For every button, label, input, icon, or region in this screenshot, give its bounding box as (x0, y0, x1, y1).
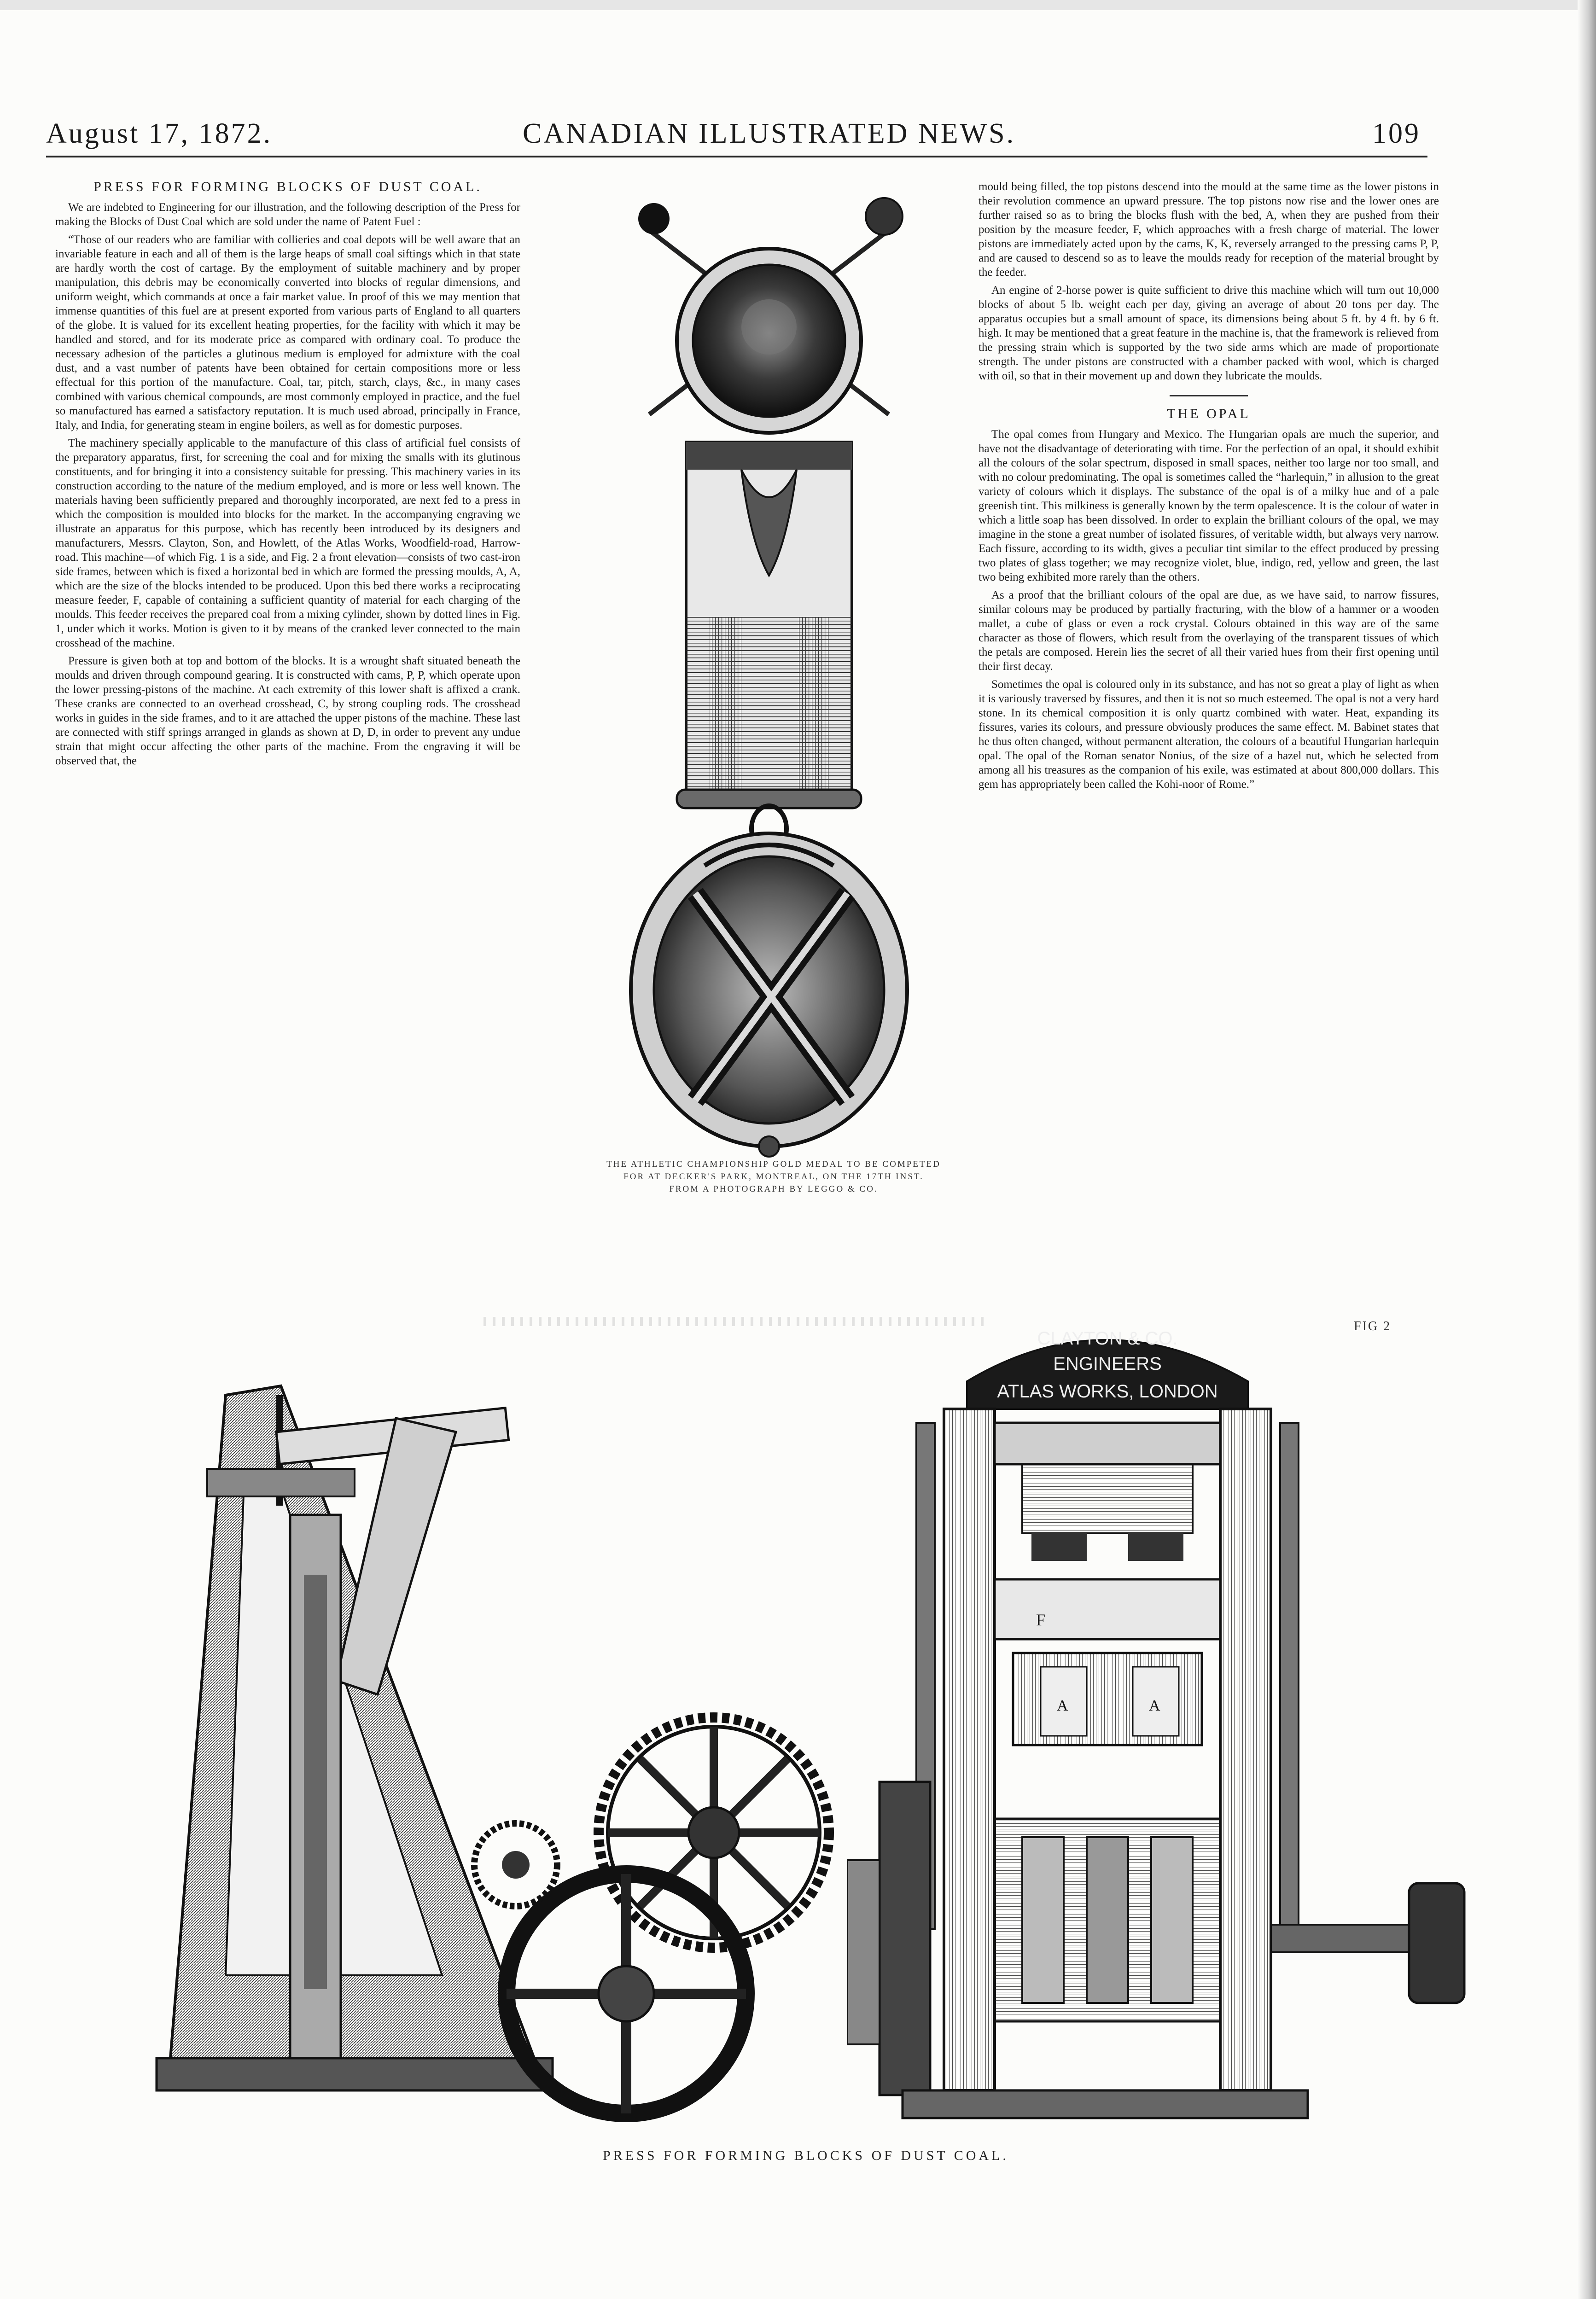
side-elevation-engraving (138, 1317, 838, 2123)
press-paragraph: We are indebted to Engineering for our illustration, and the following description of the Press for making the Blocks of Dust Coal which are sold under the name of Patent Fuel : (55, 201, 520, 228)
page-number: 109 (1372, 118, 1421, 149)
figure-2-label: FIG 2 (1354, 1319, 1392, 1333)
masthead (46, 117, 1427, 154)
crown-ornament-icon (866, 198, 903, 235)
press-front-elevation-figure (847, 1285, 1483, 2123)
front-elevation-engraving (847, 1285, 1483, 2123)
label-letter-f: F (1036, 1611, 1046, 1629)
scan-top-edge (0, 0, 1596, 10)
medal-caption-line: THE ATHLETIC CHAMPIONSHIP GOLD MEDAL TO BE COMPETED (606, 1159, 941, 1169)
press-article-heading: PRESS FOR FORMING BLOCKS OF DUST COAL. (93, 179, 482, 194)
issue-date: August 17, 1872. (46, 118, 273, 149)
medal-engraving (589, 175, 949, 1160)
opal-article-heading: THE OPAL (1167, 406, 1251, 421)
scan-right-edge (1578, 0, 1596, 2299)
label-letter-a: A (1057, 1697, 1068, 1714)
masthead-rule (46, 156, 1427, 157)
article-separator (1170, 395, 1248, 396)
press-side-elevation-figure (138, 1317, 838, 2123)
medal-caption-line: FOR AT DECKER'S PARK, MONTREAL, ON THE 17TH INST. (623, 1172, 924, 1182)
opal-paragraph: The opal comes from Hungary and Mexico. The Hungarian opals are much the superior, and have not the disadvantage of deteriorating with time. For the perfection of an opal, it should exhibit all the colours of the solar spectrum, disposed in small spaces, neither too large nor too small, and with no colour predominating. The opal is sometimes called the “harlequin,” in allusion to the great variety of colours which it displays. The substance of the opal is of a milky hue and of a pale greenish tint. This milkiness is generally known by the term opalescence. It is the colour of water in which a little soap has been dissolved. In order to explain the brilliant colours of the opal, we may imagine in the stone a great number of isolated fissures, of veritable width, but always very narrow. Each fissure, according to its width, gives a peculiar tint similar to the effect produced by pressing two plates of glass together; we may recognize violet, blue, indigo, red, yellow and green, the last two being exhibited more rarely than the others. (979, 428, 1439, 583)
right-column (979, 180, 1439, 795)
nameplate-text-line: CLAYTON & CO. (1037, 1328, 1178, 1349)
nameplate-text-line: ENGINEERS (1053, 1354, 1162, 1374)
medal-illustration (589, 175, 949, 1160)
press-paragraph: Pressure is given both at top and bottom of the blocks. It is a wrought shaft situated beneath the moulds and driven through compound gearing. It is constructed with cams, P, P, which operate upon the lower pressing-pistons of the machine. At each extremity of this lower shaft is affixed a crank. These cranks are connected to an overhead crosshead, C, by strong coupling rods. The crosshead works in guides in the side frames, and to it are attached the upper pistons of the machine. These last are connected with stiff springs arranged in glands as shown at D, D, in order to prevent any undue strain that might occur affecting the other parts of the machine. From the engraving it will be observed that, the (55, 655, 520, 767)
ball-ornament-icon (638, 203, 670, 234)
opal-paragraph: Sometimes the opal is coloured only in its substance, and has not so great a play of light as when it is variously traversed by fissures, and then it is not so much esteemed. The opal is not a very hard stone. In its chemical composition it is only quartz combined with water. Heat, expanding its fissures, varies its colours, and pressure obviously produces the same effect. M. Babinet states that he thus often changed, without permanent alteration, the colours of a beautiful Hungarian harlequin opal. The opal of the Roman senator Nonius, of the size of a hazel nut, which he selected from among all his treasures as the companion of his exile, was estimated at about 800,000 dollars. This gem has appropriately been called the Kohi-noor of Rome.” (979, 678, 1439, 791)
press-continuation-paragraph: An engine of 2-horse power is quite sufficient to drive this machine which will turn out 10,000 blocks of about 5 lb. weight each per day, giving an average of about 20 tons per day. The apparatus occupies but a small amount of space, its dimensions being about 5 ft. by 4 ft. by 6 ft. high. It may be mentioned that a great feature in the machine is, that the framework is relieved from the pressing strain which is supported by the two side arms which are made of proportionate strength. The under pistons are constructed with a chamber packed with wool, which is charged with oil, so that in their movement up and down they lubricate the moulds. (979, 284, 1439, 382)
press-continuation-paragraph: mould being filled, the top pistons descend into the mould at the same time as the lower pistons in their revolution commence an upward pressure. The top pistons now rise and the lower ones are further raised so as to bring the blocks flush with the bed, A, when they are pushed from their position by the measure feeder, F, which approaches with a fresh charge of material. The lower pistons are immediately acted upon by the cams, K, K, reversely arranged to the pressing cams P, P, and are caused to descend so as to leave the moulds ready for reception of the material brought by the feeder. (979, 180, 1439, 279)
medal-caption-line: FROM A PHOTOGRAPH BY LEGGO & CO. (669, 1184, 878, 1194)
newspaper-title: CANADIAN ILLUSTRATED NEWS. (523, 118, 1016, 149)
press-paragraph: “Those of our readers who are familiar with collieries and coal depots will be well aware that an invariable feature in each and all of them is the large heaps of small coal siftings which in that state are hardly worth the cost of cartage. By the employment of suitable machinery and by proper manipulation, this debris may be economically converted into blocks of regular dimensions, and uniform weight, which commands at once a fair market value. In proof of this we may mention that immense quantities of this fuel are at present exported from various parts of England to all quarters of the globe. It is valued for its excellent heating properties, for the facility with which it may be handled and stored, and for its moderate price as compared with ordinary coal. To produce the necessary adhesion of the particles a glutinous medium is employed for admixture with the coal dust, and a vast number of patents have been obtained for certain compositions more or less effectual for this portion of the manufacture. Coal, tar, pitch, starch, clays, &c., in many cases combined with various chemical compounds, are most commonly employed in practice, and the fuel so manufactured has earned a satisfactory reputation. It is much used abroad, principally in France, Italy, and India, for generating steam in engine boilers, as well as for domestic purposes. (55, 233, 520, 431)
nameplate-text-line: ATLAS WORKS, LONDON (997, 1381, 1218, 1402)
press-paragraph: The machinery specially applicable to the manufacture of this class of artificial fuel consists of the preparatory apparatus, first, for screening the coal and for mixing the smalls with its glutinous constituents, and for bringing it into a consistency suitable for pressing. This machinery varies in its construction according to the nature of the medium employed, and is more or less well known. The materials having been sufficiently prepared and thoroughly incorporated, are next fed to a press in which the composition is moulded into blocks for the market. In the accompanying engraving we illustrate an apparatus for this purpose, which has recently been introduced by its designers and manufacturers, Messrs. Clayton, Son, and Howlett, of the Atlas Works, Woodfield-road, Harrow-road. This machine—of which Fig. 1 is a side, and Fig. 2 a front elevation—consists of two cast-iron side frames, between which is fixed a horizontal bed in which are formed the pressing moulds, A, A, which are the size of the blocks intended to be produced. Upon this bed there works a reciprocating measure feeder, F, capable of containing a sufficient quantity of material for each charging of the moulds. This feeder receives the prepared coal from a mixing cylinder, shown by dotted lines in Fig. 1, under which it works. Motion is given to it by means of the cranked lever connected to the main crosshead of the machine. (55, 437, 520, 649)
medal-caption (594, 1158, 953, 1195)
label-letter-a: A (1149, 1697, 1160, 1714)
opal-paragraph: As a proof that the brilliant colours of the opal are due, as we have said, to narrow fissures, similar colours may be produced by partially fracturing, with the blow of a hammer or a wooden mallet, a cube of glass or even a rock crystal. Colours obtained in this way are of the same character as those of flowers, which result from the overlaying of the transparent tissues of which the petals are composed. Herein lies the secret of all their varied hues from their first opening until their first decay. (979, 589, 1439, 673)
press-article (55, 180, 520, 772)
figure-caption: PRESS FOR FORMING BLOCKS OF DUST COAL. (603, 2148, 1009, 2163)
